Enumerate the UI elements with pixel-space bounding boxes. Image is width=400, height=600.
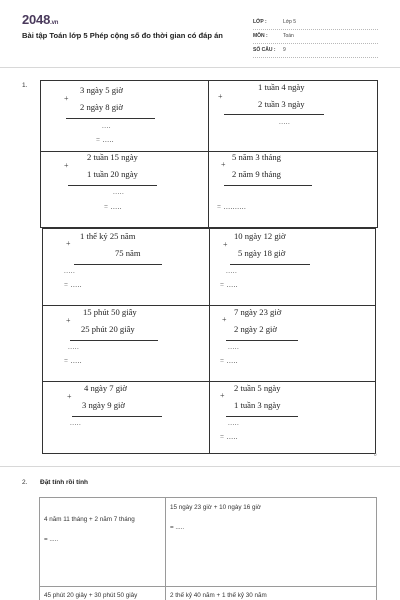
operand-a: 15 phút 50 giây [83,307,137,317]
calc-expression: 4 năm 11 tháng + 2 năm 7 tháng [44,516,135,523]
working-dots: ..... [68,343,80,351]
logo-text: 2048 [22,12,51,27]
working-dots: ..... [226,267,238,275]
operand-b: 25 phút 20 giây [81,324,135,334]
table-divider [42,381,376,382]
meta-row-class [253,16,378,30]
table-divider [42,305,376,306]
sum-line [224,185,312,186]
operand-b: 2 ngày 8 giờ [80,102,123,112]
working-dots: ..... [113,188,125,196]
operand-a: 4 ngày 7 giờ [84,383,127,393]
logo-tld: .vn [50,20,59,26]
calc-cell-1 [39,497,166,587]
operand-a: 2 tuần 15 ngày [87,152,138,162]
operand-a: 1 tuần 4 ngày [258,82,305,92]
plus-sign: + [66,239,71,248]
meta-value-class: Lớp 5 [283,19,297,25]
operand-a: 3 ngày 5 giờ [80,85,123,95]
calc-expression: 15 ngày 23 giờ + 10 ngày 16 giờ [170,504,262,511]
operand-b: 75 năm [115,248,141,258]
operand-b: 2 ngày 2 giờ [234,324,277,334]
working-dots: ..... [279,118,291,126]
question-number-1: 1. [22,82,28,89]
sum-line [66,118,155,119]
sum-line [230,264,310,265]
site-logo[interactable] [22,12,58,27]
section2-title: Đặt tính rồi tính [40,479,89,486]
sum-line [70,340,158,341]
operand-a: 5 năm 3 tháng [232,152,281,162]
sum-line [224,114,324,115]
operand-a: 10 ngày 12 giờ [234,231,286,241]
table-divider [209,228,210,454]
meta-value-subject: Toán [283,33,294,39]
plus-sign: + [64,94,69,103]
operand-b: 2 tuần 3 ngày [258,99,305,109]
result-blank[interactable]: = ..... [104,203,122,211]
plus-sign: + [66,316,71,325]
calc-answer-blank[interactable]: = ..... [44,536,59,543]
result-blank[interactable]: = ..... [220,433,238,441]
table-divider [208,80,209,228]
calc-expression: 45 phút 20 giây + 30 phút 50 giây [44,592,138,599]
result-blank[interactable]: = .......... [217,203,247,211]
result-blank[interactable]: = ..... [96,136,114,144]
plus-sign: + [222,315,227,324]
meta-row-subject [253,30,378,44]
working-dots: ..... [70,419,82,427]
section-divider [0,466,400,467]
meta-value-count: 9 [283,47,286,53]
operand-b: 1 tuần 3 ngày [234,400,281,410]
sum-line [226,416,298,417]
calc-cell-2 [165,497,377,587]
plus-sign: + [223,240,228,249]
working-dots: ..... [228,419,240,427]
result-blank[interactable]: = ..... [64,281,82,289]
question-number-2: 2. [22,479,28,486]
header-divider [0,67,400,68]
plus-sign: + [67,392,72,401]
result-blank[interactable]: = ..... [64,357,82,365]
meta-key-subject: MÔN : [253,33,268,39]
plus-sign: + [220,391,225,400]
plus-sign: + [64,161,69,170]
result-blank[interactable]: = ..... [220,357,238,365]
sum-line [72,416,162,417]
working-dots: ..... [228,343,240,351]
document-title: Bài tập Toán lớp 5 Phép cộng số đo thời gian có đáp án [22,31,223,40]
sum-line [226,340,298,341]
corner-mark: 0 [374,452,377,457]
working-dots: .... [102,122,111,130]
working-dots: ..... [64,267,76,275]
sum-line [68,185,157,186]
operand-b: 2 năm 9 tháng [232,169,281,179]
operand-a: 1 thế kỷ 25 năm [80,231,136,241]
meta-key-count: SỐ CÂU : [253,47,276,53]
sum-line [74,264,162,265]
calc-answer-blank[interactable]: = ..... [170,524,185,531]
operand-b: 1 tuần 20 ngày [87,169,138,179]
calc-cell-3 [39,586,166,600]
plus-sign: + [218,92,223,101]
result-blank[interactable]: = ..... [220,281,238,289]
plus-sign: + [221,160,226,169]
meta-row-count [253,44,378,58]
meta-key-class: LỚP : [253,19,267,25]
calc-expression: 2 thế kỷ 40 năm + 1 thế kỷ 30 năm [170,592,267,599]
operand-b: 3 ngày 9 giờ [82,400,125,410]
calc-cell-4 [165,586,377,600]
operand-a: 2 tuần 5 ngày [234,383,281,393]
document-meta [253,16,378,58]
operand-a: 7 ngày 23 giờ [234,307,282,317]
operand-b: 5 ngày 18 giờ [238,248,286,258]
